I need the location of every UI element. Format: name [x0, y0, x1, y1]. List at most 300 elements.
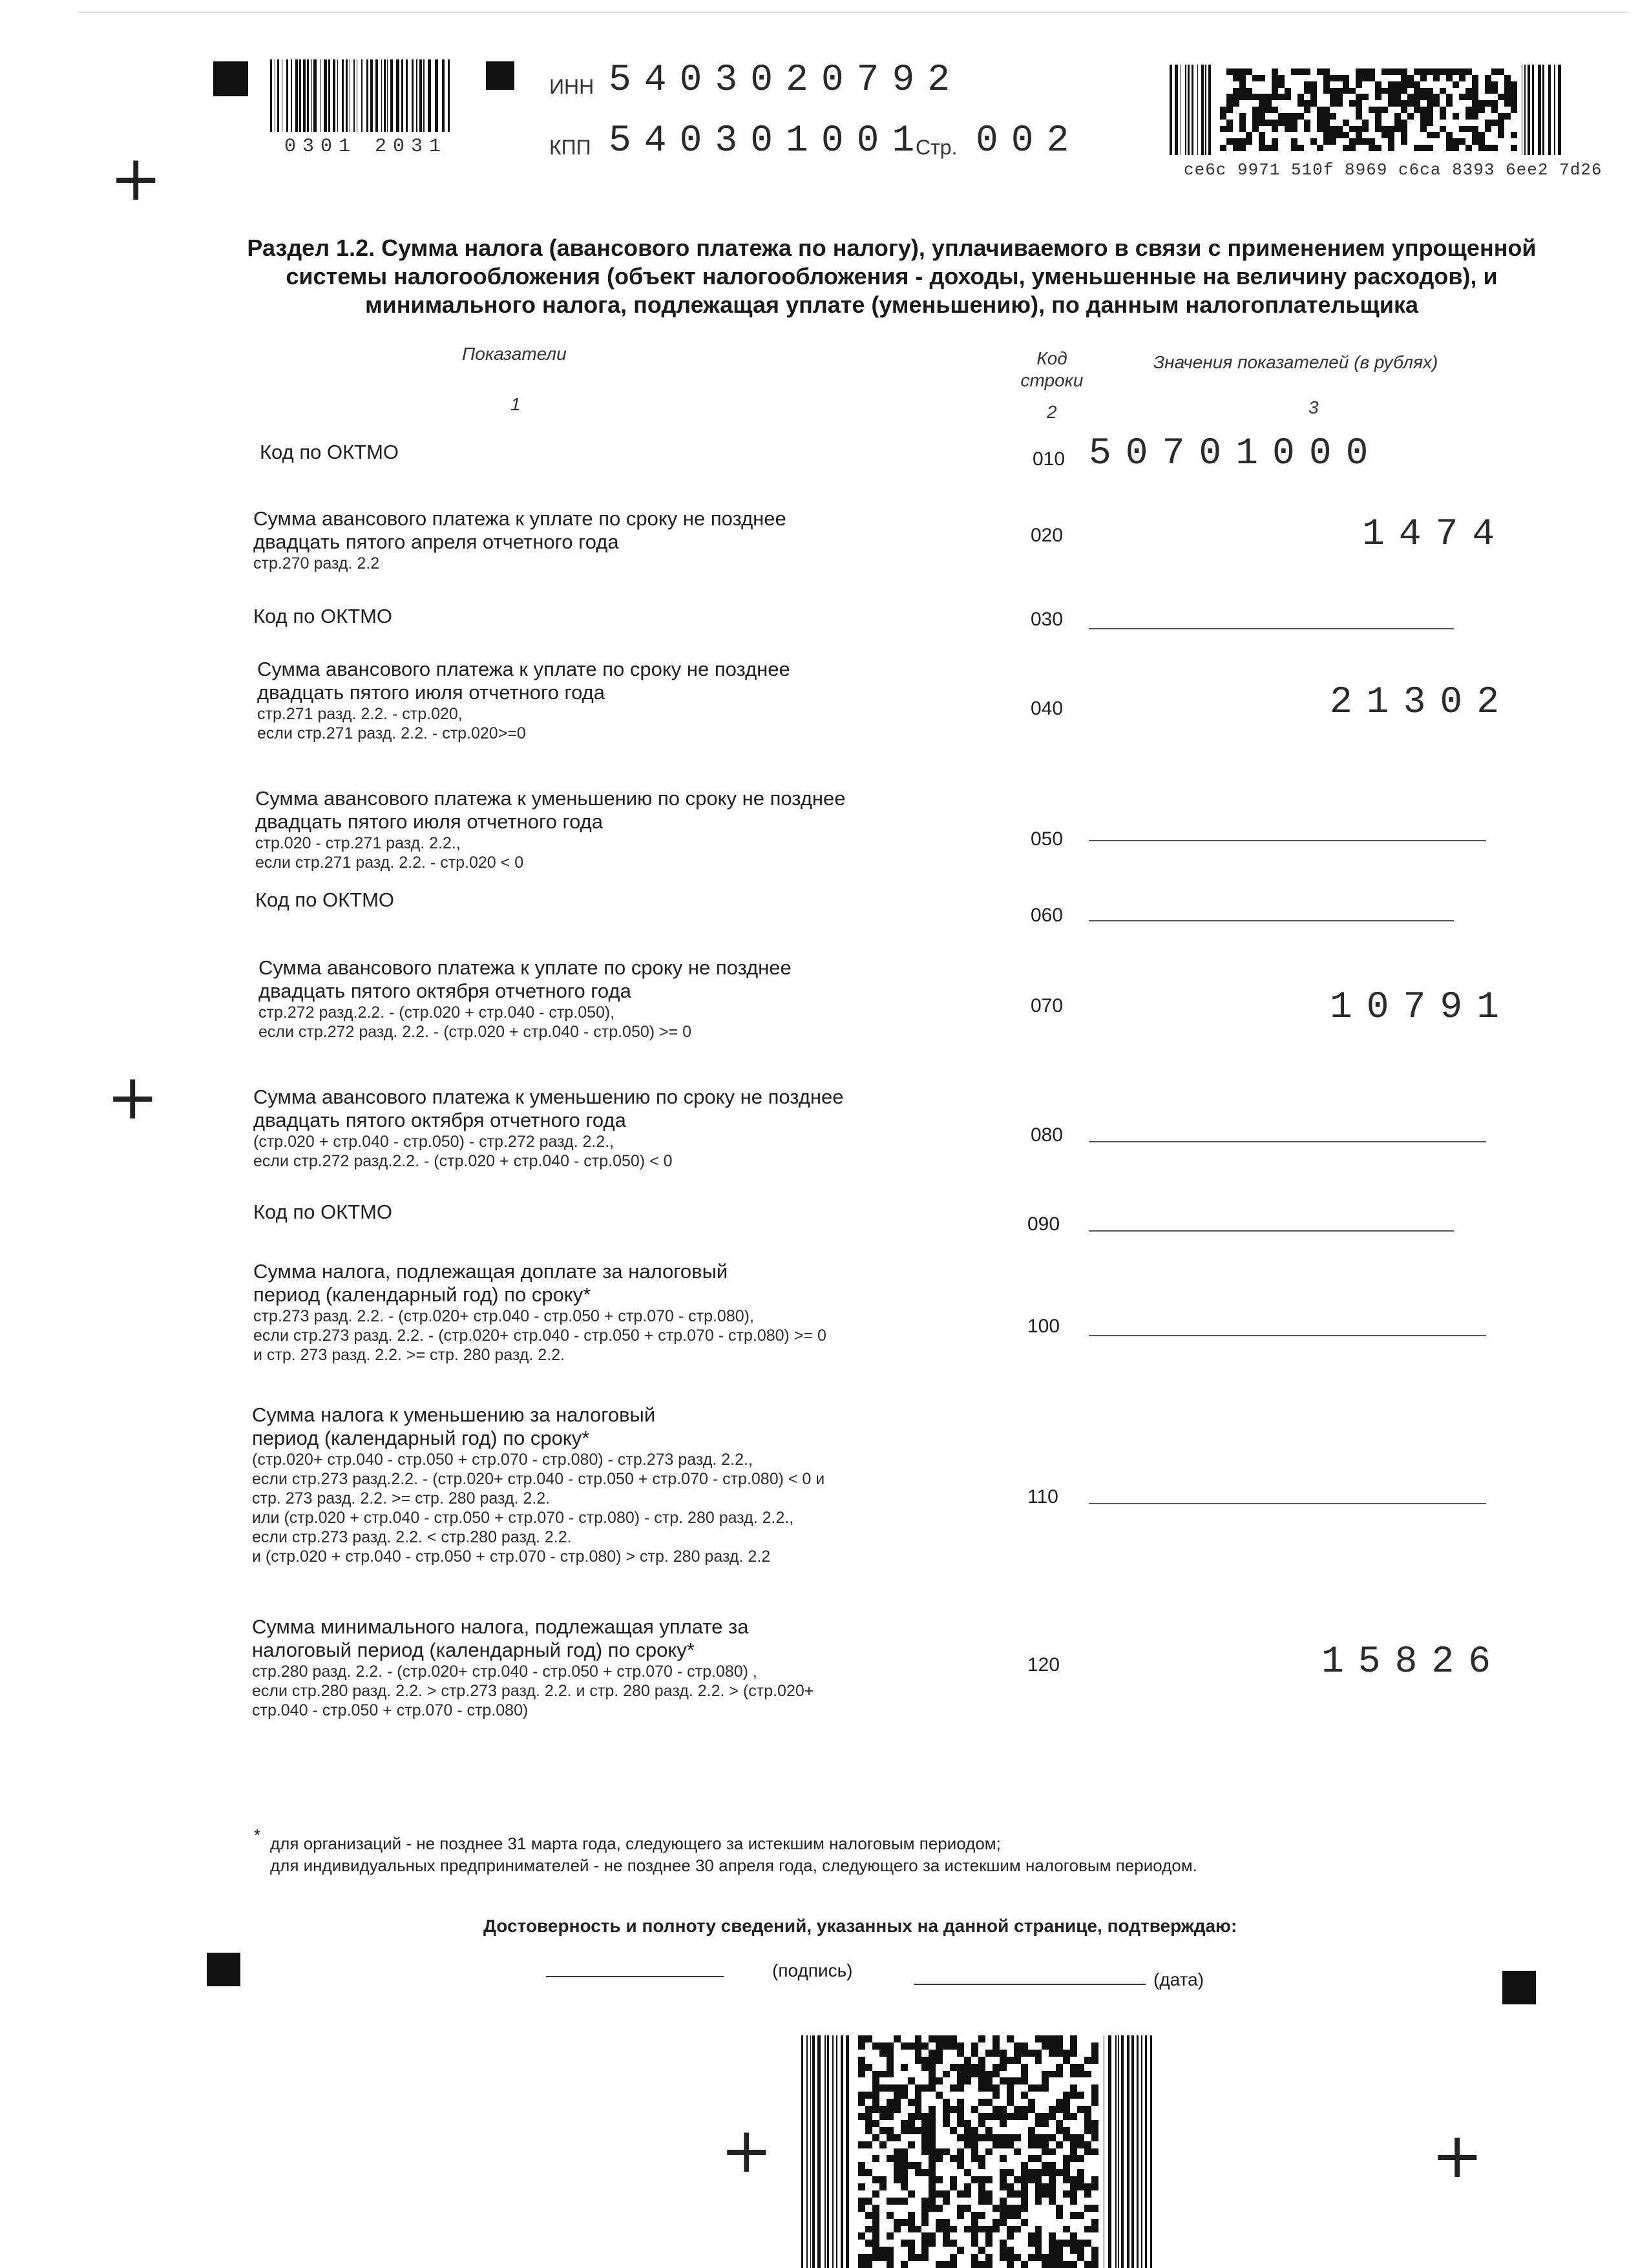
matrix-cell	[1278, 126, 1285, 132]
matrix-cell	[894, 2176, 901, 2183]
matrix-cell	[1401, 138, 1407, 145]
matrix-cell	[957, 2247, 964, 2254]
matrix-cell	[943, 2099, 950, 2106]
matrix-cell	[950, 2057, 957, 2064]
matrix-cell	[894, 2155, 901, 2162]
matrix-cell	[1317, 81, 1323, 88]
matrix-cell	[943, 2035, 950, 2042]
matrix-cell	[1330, 81, 1336, 88]
matrix-cell	[978, 2134, 985, 2141]
matrix-cell	[921, 2084, 929, 2092]
matrix-cell	[1028, 2057, 1035, 2064]
matrix-cell	[1070, 2050, 1077, 2057]
matrix-cell	[1063, 2232, 1070, 2240]
matrix-cell	[978, 2106, 985, 2113]
matrix-cell	[1000, 2148, 1007, 2156]
matrix-cell	[1278, 88, 1285, 94]
matrix-cell	[1285, 113, 1291, 120]
matrix-cell	[985, 2183, 993, 2190]
matrix-cell	[1291, 88, 1297, 94]
matrix-cell	[908, 2205, 915, 2212]
matrix-cell	[908, 2035, 915, 2042]
matrix-cell	[1343, 126, 1349, 132]
matrix-cell	[1021, 2169, 1028, 2176]
matrix-cell	[1233, 75, 1239, 81]
matrix-cell	[879, 2148, 887, 2156]
barcode-bar	[406, 59, 408, 132]
matrix-cell	[901, 2254, 908, 2261]
matrix-cell	[964, 2183, 971, 2190]
matrix-cell	[887, 2198, 894, 2205]
barcode-bar	[1108, 2035, 1111, 2268]
matrix-cell	[1246, 94, 1252, 100]
matrix-cell	[1070, 2212, 1077, 2219]
matrix-cell	[1349, 81, 1356, 88]
matrix-cell	[1042, 2120, 1049, 2127]
matrix-cell	[1265, 145, 1272, 151]
matrix-cell	[1330, 138, 1336, 145]
matrix-cell	[1472, 113, 1478, 120]
matrix-cell	[1239, 132, 1246, 138]
matrix-cell	[879, 2205, 887, 2212]
matrix-cell	[915, 2219, 922, 2226]
matrix-cell	[887, 2261, 894, 2268]
matrix-cell	[1063, 2064, 1070, 2071]
matrix-cell	[950, 2050, 957, 2057]
matrix-cell	[1291, 132, 1297, 138]
matrix-cell	[1220, 68, 1226, 75]
matrix-cell	[1091, 2106, 1098, 2113]
matrix-cell	[858, 2113, 865, 2120]
matrix-cell	[1427, 68, 1433, 75]
matrix-cell	[964, 2064, 971, 2071]
matrix-cell	[1317, 94, 1323, 100]
matrix-cell	[964, 2176, 971, 2183]
matrix-cell	[1407, 88, 1414, 94]
matrix-cell	[879, 2261, 887, 2268]
matrix-cell	[943, 2183, 950, 2190]
matrix-cell	[1375, 81, 1381, 88]
matrix-cell	[1014, 2162, 1021, 2169]
matrix-cell	[943, 2071, 950, 2078]
matrix-cell	[908, 2042, 915, 2050]
matrix-cell	[1420, 126, 1427, 132]
matrix-cell	[858, 2057, 865, 2064]
matrix-cell	[1252, 138, 1259, 145]
matrix-cell	[1084, 2240, 1091, 2247]
matrix-cell	[1007, 2092, 1014, 2099]
matrix-cell	[1349, 75, 1356, 81]
matrix-cell	[978, 2092, 985, 2099]
matrix-cell	[1414, 145, 1420, 151]
matrix-cell	[1381, 138, 1388, 145]
matrix-cell	[936, 2261, 943, 2268]
matrix-cell	[894, 2254, 901, 2261]
matrix-cell	[978, 2148, 985, 2156]
matrix-cell	[978, 2162, 985, 2169]
matrix-cell	[936, 2240, 943, 2247]
matrix-cell	[1433, 113, 1440, 120]
matrix-cell	[1440, 75, 1446, 81]
matrix-cell	[865, 2084, 872, 2092]
matrix-cell	[894, 2042, 901, 2050]
matrix-cell	[1310, 75, 1317, 81]
matrix-cell	[1091, 2190, 1098, 2198]
matrix-cell	[901, 2205, 908, 2212]
matrix-cell	[1042, 2183, 1049, 2190]
matrix-cell	[901, 2113, 908, 2120]
matrix-cell	[1035, 2057, 1042, 2064]
matrix-cell	[908, 2113, 915, 2120]
matrix-cell	[1056, 2176, 1063, 2183]
matrix-cell	[1446, 120, 1453, 126]
matrix-cell	[993, 2050, 1000, 2057]
matrix-cell	[1511, 126, 1517, 132]
matrix-cell	[1388, 88, 1394, 94]
column-number: 3	[1308, 397, 1319, 417]
matrix-cell	[1369, 81, 1375, 88]
matrix-cell	[1420, 138, 1427, 145]
matrix-cell	[971, 2162, 978, 2169]
matrix-cell	[1498, 88, 1504, 94]
matrix-cell	[1285, 132, 1291, 138]
matrix-cell	[1401, 132, 1407, 138]
row-100-code: 100	[1027, 1316, 1060, 1337]
matrix-cell	[1000, 2261, 1007, 2268]
matrix-cell	[1014, 2113, 1021, 2120]
barcode-bar	[361, 59, 362, 132]
matrix-cell	[1478, 126, 1485, 132]
matrix-cell	[1297, 113, 1304, 120]
matrix-cell	[971, 2232, 978, 2240]
matrix-cell	[1077, 2232, 1084, 2240]
matrix-cell	[1297, 75, 1304, 81]
matrix-cell	[1007, 2240, 1014, 2247]
matrix-cell	[1042, 2219, 1049, 2226]
matrix-cell	[1388, 75, 1394, 81]
matrix-cell	[1084, 2113, 1091, 2120]
matrix-cell	[993, 2113, 1000, 2120]
matrix-cell	[1021, 2162, 1028, 2169]
matrix-cell	[1278, 94, 1285, 100]
matrix-cell	[879, 2141, 887, 2148]
matrix-cell	[1291, 107, 1297, 113]
matrix-cell	[1278, 138, 1285, 145]
matrix-cell	[1000, 2205, 1007, 2212]
matrix-cell	[1504, 145, 1511, 151]
matrix-cell	[1285, 68, 1291, 75]
matrix-cell	[887, 2148, 894, 2156]
matrix-cell	[921, 2198, 929, 2205]
matrix-cell	[901, 2212, 908, 2219]
matrix-cell	[936, 2120, 943, 2127]
matrix-cell	[879, 2198, 887, 2205]
matrix-cell	[1465, 126, 1472, 132]
matrix-cell	[978, 2205, 985, 2212]
matrix-cell	[908, 2240, 915, 2247]
matrix-cell	[1226, 81, 1233, 88]
matrix-cell	[1388, 145, 1394, 151]
matrix-cell	[1297, 68, 1304, 75]
matrix-cell	[1056, 2134, 1063, 2141]
matrix-cell	[1035, 2261, 1042, 2268]
matrix-cell	[1407, 120, 1414, 126]
matrix-cell	[1317, 132, 1323, 138]
matrix-cell	[865, 2064, 872, 2071]
empty-field-080	[1089, 1141, 1486, 1142]
matrix-cell	[894, 2077, 901, 2084]
matrix-cell	[1077, 2113, 1084, 2120]
matrix-cell	[1028, 2042, 1035, 2050]
matrix-cell	[921, 2035, 929, 2042]
matrix-cell	[915, 2120, 922, 2127]
matrix-cell	[936, 2064, 943, 2071]
matrix-cell	[1420, 120, 1427, 126]
matrix-cell	[1310, 138, 1317, 145]
matrix-cell	[1084, 2261, 1091, 2268]
matrix-cell	[1063, 2169, 1070, 2176]
matrix-cell	[950, 2106, 957, 2113]
matrix-cell	[1091, 2162, 1098, 2169]
matrix-cell	[1323, 94, 1330, 100]
matrix-cell	[1233, 81, 1239, 88]
matrix-cell	[908, 2099, 915, 2106]
matrix-cell	[978, 2219, 985, 2226]
page-barcode	[270, 59, 452, 132]
matrix-cell	[1310, 145, 1317, 151]
matrix-cell	[929, 2057, 936, 2064]
matrix-cell	[1000, 2042, 1007, 2050]
matrix-cell	[985, 2162, 993, 2169]
matrix-cell	[993, 2077, 1000, 2084]
matrix-cell	[1077, 2127, 1084, 2134]
matrix-cell	[1343, 132, 1349, 138]
matrix-cell	[879, 2077, 887, 2084]
matrix-cell	[1049, 2176, 1056, 2183]
date-line[interactable]	[914, 1984, 1146, 1985]
barcode-bar	[841, 2035, 843, 2268]
signature-line[interactable]	[546, 1976, 724, 1977]
matrix-cell	[1511, 68, 1517, 75]
matrix-cell	[929, 2141, 936, 2148]
section-title	[194, 234, 1590, 319]
matrix-cell	[957, 2113, 964, 2120]
matrix-cell	[1317, 107, 1323, 113]
matrix-cell	[1446, 126, 1453, 132]
matrix-cell	[1000, 2035, 1007, 2042]
matrix-cell	[1246, 145, 1252, 151]
matrix-cell	[1362, 81, 1369, 88]
matrix-cell	[1084, 2042, 1091, 2050]
matrix-cell	[1375, 88, 1381, 94]
matrix-cell	[1084, 2169, 1091, 2176]
matrix-cell	[1220, 94, 1226, 100]
matrix-cell	[1394, 68, 1401, 75]
matrix-cell	[908, 2232, 915, 2240]
matrix-cell	[1035, 2084, 1042, 2092]
matrix-cell	[936, 2092, 943, 2099]
matrix-cell	[1453, 100, 1459, 107]
matrix-cell	[858, 2205, 865, 2212]
matrix-cell	[1035, 2050, 1042, 2057]
barcode-bar	[1115, 2035, 1117, 2268]
matrix-cell	[1472, 88, 1478, 94]
matrix-cell	[1297, 120, 1304, 126]
matrix-cell	[872, 2084, 879, 2092]
matrix-cell	[1272, 100, 1278, 107]
matrix-cell	[985, 2261, 993, 2268]
matrix-cell	[879, 2226, 887, 2233]
matrix-cell	[929, 2106, 936, 2113]
matrix-cell	[978, 2084, 985, 2092]
matrix-cell	[1265, 126, 1272, 132]
row-030-label: Код по ОКТМО	[253, 605, 393, 627]
matrix-cell	[1226, 68, 1233, 75]
matrix-cell	[865, 2212, 872, 2219]
matrix-cell	[1420, 94, 1427, 100]
matrix-cell	[936, 2247, 943, 2254]
matrix-cell	[1220, 138, 1226, 145]
matrix-cell	[993, 2162, 1000, 2169]
matrix-cell	[1511, 132, 1517, 138]
matrix-cell	[1369, 113, 1375, 120]
matrix-cell	[1285, 100, 1291, 107]
matrix-cell	[1498, 75, 1504, 81]
matrix-cell	[858, 2176, 865, 2183]
matrix-cell	[950, 2219, 957, 2226]
matrix-cell	[1056, 2198, 1063, 2205]
matrix-cell	[1239, 75, 1246, 81]
matrix-cell	[1042, 2148, 1049, 2156]
matrix-cell	[1091, 2064, 1098, 2071]
matrix-cell	[1369, 94, 1375, 100]
matrix-cell	[985, 2148, 993, 2156]
matrix-cell	[1485, 75, 1491, 81]
matrix-cell	[1323, 145, 1330, 151]
matrix-cell	[936, 2141, 943, 2148]
matrix-cell	[929, 2148, 936, 2156]
empty-field-060	[1089, 920, 1454, 921]
matrix-cell	[1511, 94, 1517, 100]
matrix-cell	[985, 2050, 993, 2057]
matrix-cell	[1459, 94, 1465, 100]
matrix-cell	[1252, 145, 1259, 151]
matrix-cell	[1291, 100, 1297, 107]
matrix-cell	[1285, 75, 1291, 81]
matrix-cell	[1035, 2205, 1042, 2212]
matrix-cell	[865, 2247, 872, 2254]
matrix-cell	[894, 2127, 901, 2134]
matrix-cell	[1478, 132, 1485, 138]
matrix-cell	[1028, 2099, 1035, 2106]
matrix-cell	[950, 2064, 957, 2071]
barcode-bar	[1121, 2035, 1124, 2268]
matrix-cell	[950, 2247, 957, 2254]
matrix-cell	[915, 2077, 922, 2084]
matrix-cell	[1091, 2099, 1098, 2106]
matrix-cell	[1323, 113, 1330, 120]
matrix-cell	[1077, 2155, 1084, 2162]
matrix-cell	[1077, 2176, 1084, 2183]
matrix-cell	[1362, 107, 1369, 113]
matrix-cell	[1084, 2064, 1091, 2071]
matrix-cell	[865, 2042, 872, 2050]
matrix-cell	[1077, 2050, 1084, 2057]
matrix-cell	[1049, 2084, 1056, 2092]
registration-square-top-left	[213, 61, 248, 96]
matrix-cell	[908, 2148, 915, 2156]
matrix-cell	[1401, 68, 1407, 75]
matrix-cell	[1028, 2183, 1035, 2190]
matrix-cell	[1427, 132, 1433, 138]
matrix-cell	[1226, 113, 1233, 120]
matrix-cell	[1021, 2127, 1028, 2134]
matrix-cell	[1049, 2106, 1056, 2113]
matrix-cell	[1394, 100, 1401, 107]
matrix-cell	[1323, 100, 1330, 107]
matrix-cell	[1070, 2134, 1077, 2141]
matrix-cell	[1049, 2212, 1056, 2219]
matrix-cell	[1407, 94, 1414, 100]
matrix-cell	[1388, 68, 1394, 75]
matrix-cell	[978, 2254, 985, 2261]
barcode-bar	[801, 2035, 803, 2268]
matrix-cell	[908, 2057, 915, 2064]
matrix-cell	[915, 2254, 922, 2261]
crosshair-icon: +	[720, 2114, 773, 2187]
matrix-cell	[1433, 88, 1440, 94]
matrix-cell	[1297, 94, 1304, 100]
matrix-cell	[978, 2077, 985, 2084]
matrix-cell	[1035, 2254, 1042, 2261]
matrix-cell	[1394, 126, 1401, 132]
matrix-cell	[1042, 2064, 1049, 2071]
matrix-cell	[978, 2155, 985, 2162]
matrix-cell	[894, 2148, 901, 2156]
matrix-cell	[929, 2205, 936, 2212]
matrix-cell	[1336, 107, 1343, 113]
matrix-cell	[1478, 88, 1485, 94]
matrix-cell	[957, 2219, 964, 2226]
matrix-cell	[1070, 2254, 1077, 2261]
matrix-cell	[1091, 2113, 1098, 2120]
matrix-cell	[1056, 2106, 1063, 2113]
matrix-cell	[908, 2254, 915, 2261]
matrix-cell	[872, 2120, 879, 2127]
barcode-bar	[812, 2035, 815, 2268]
matrix-cell	[1233, 107, 1239, 113]
matrix-cell	[1362, 100, 1369, 107]
matrix-cell	[879, 2183, 887, 2190]
matrix-cell	[894, 2261, 901, 2268]
matrix-cell	[1021, 2176, 1028, 2183]
matrix-cell	[1323, 88, 1330, 94]
matrix-cell	[1388, 126, 1394, 132]
matrix-cell	[1401, 94, 1407, 100]
matrix-cell	[957, 2176, 964, 2183]
matrix-cell	[957, 2141, 964, 2148]
matrix-cell	[929, 2042, 936, 2050]
matrix-cell	[1042, 2261, 1049, 2268]
matrix-cell	[1414, 138, 1420, 145]
matrix-cell	[915, 2247, 922, 2254]
matrix-cell	[929, 2064, 936, 2071]
barcode-bar	[1118, 2035, 1119, 2268]
matrix-cell	[1446, 100, 1453, 107]
matrix-cell	[943, 2261, 950, 2268]
matrix-cell	[1070, 2084, 1077, 2092]
matrix-cell	[950, 2099, 957, 2106]
